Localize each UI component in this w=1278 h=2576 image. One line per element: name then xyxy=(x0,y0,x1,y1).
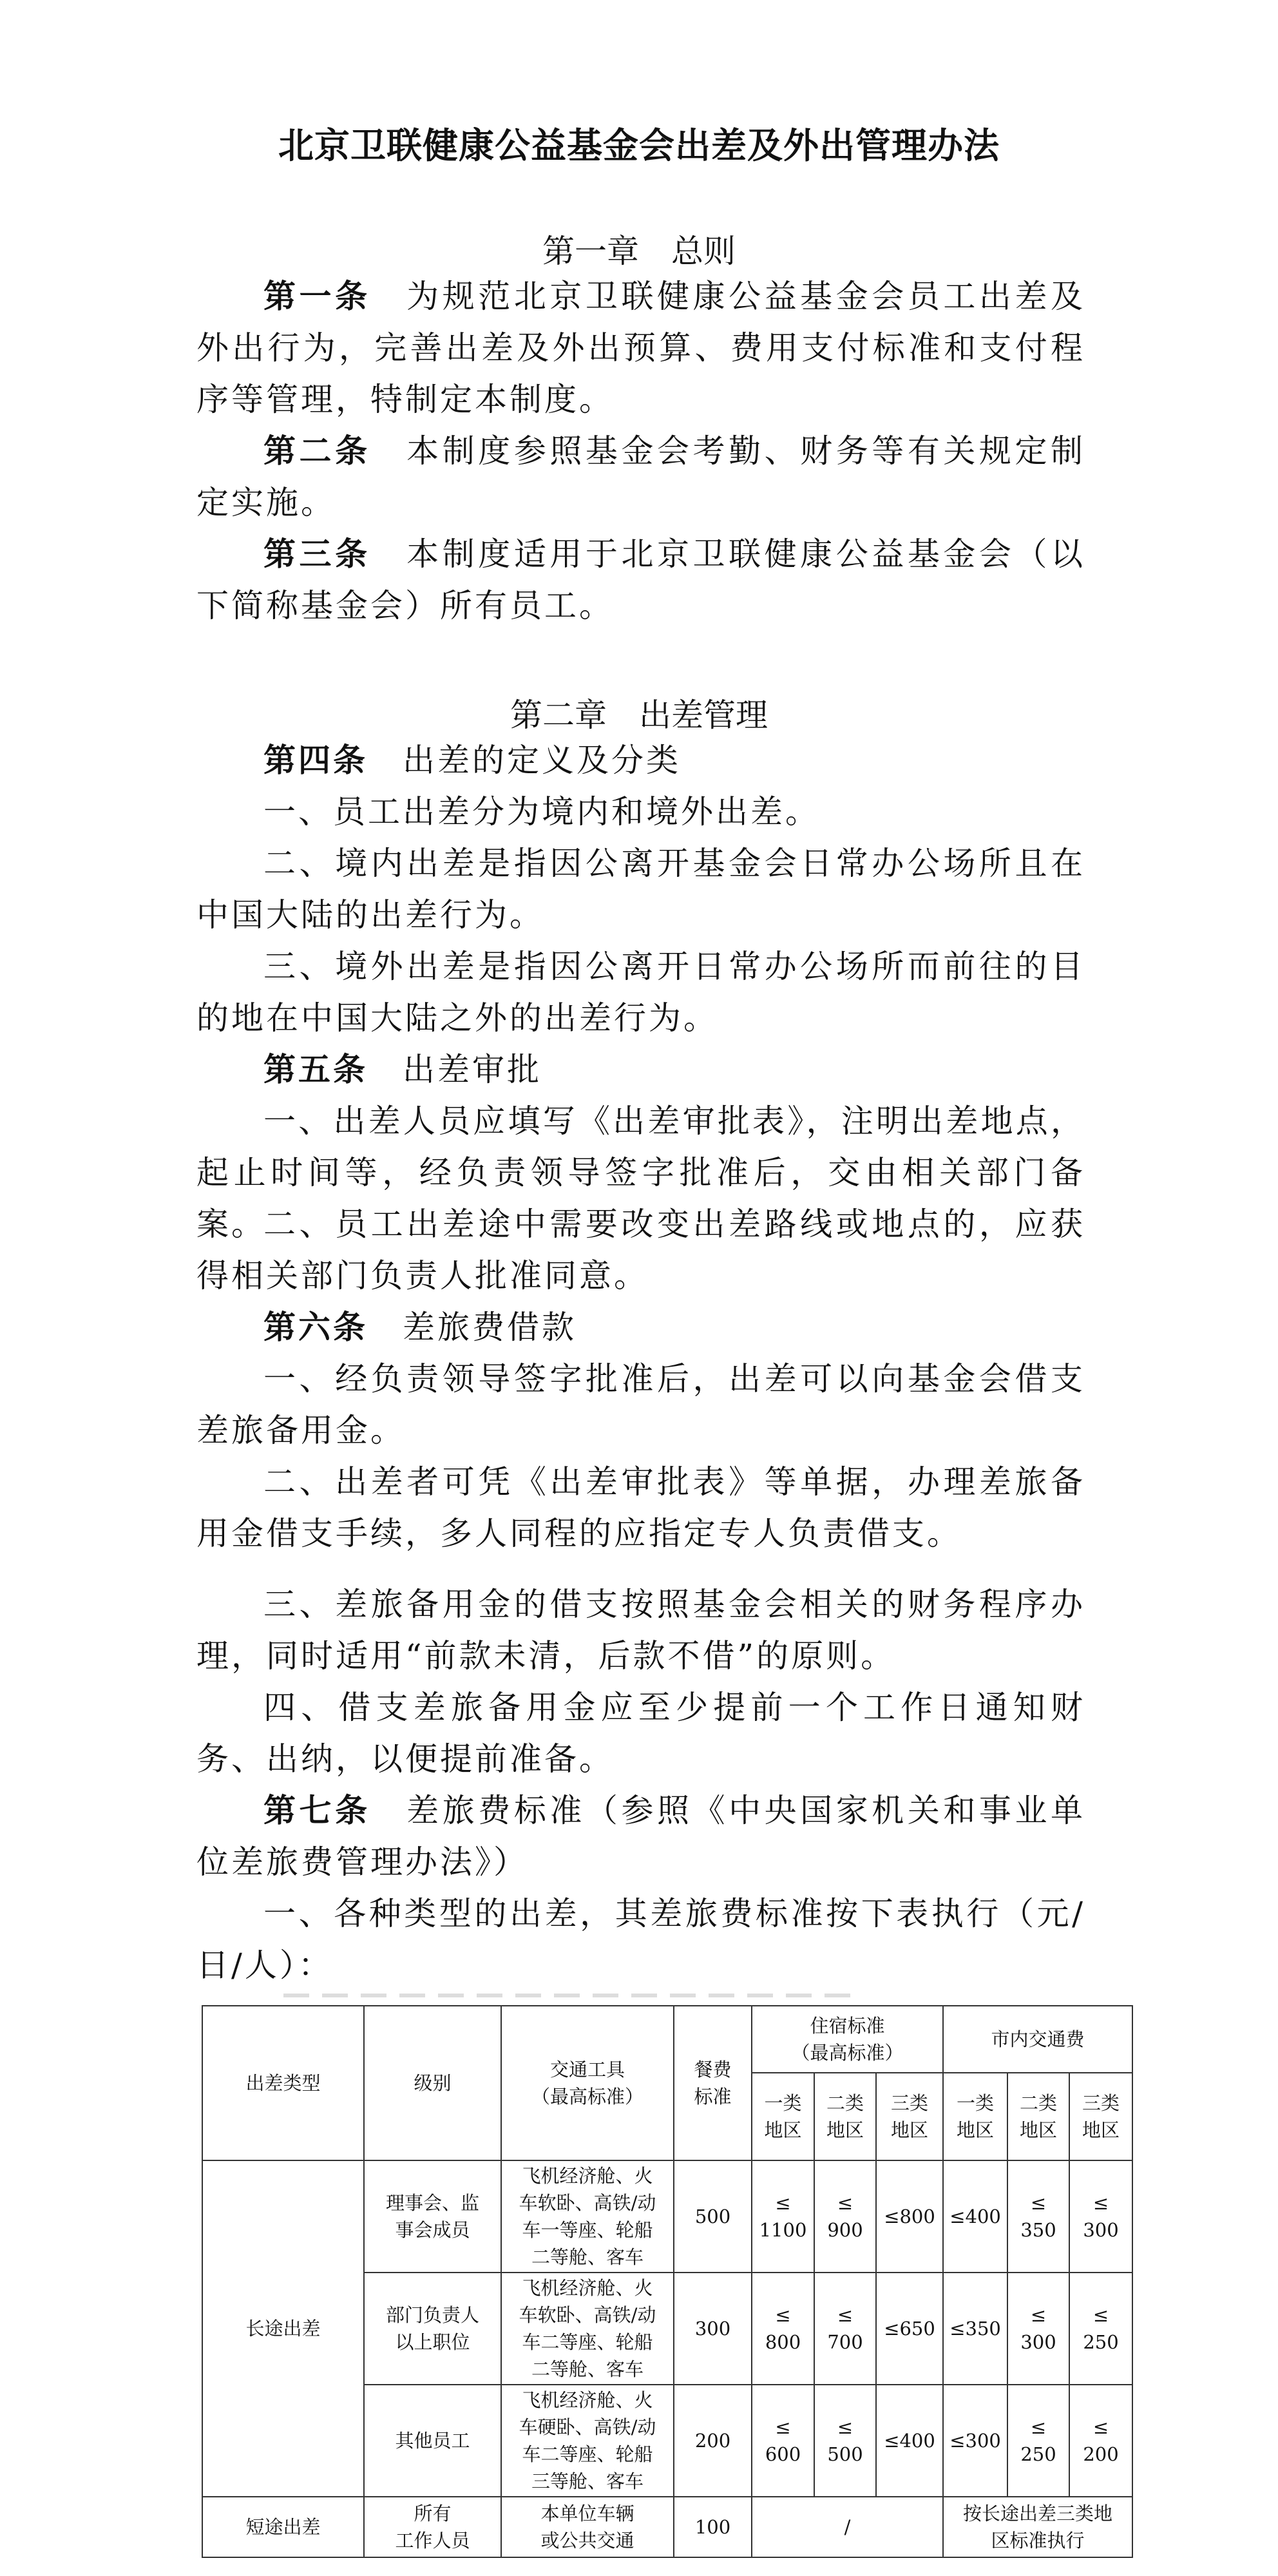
article-7-item-1: 一、各种类型的出差，其差旅费标准按下表执行（元/日/人）： xyxy=(196,1895,1085,1984)
cell-line: 所有 xyxy=(414,2503,452,2524)
cell-line: 地区 xyxy=(957,2119,995,2141)
cell-lodging-area-1 xyxy=(752,2385,814,2497)
header-cell-local-area-1 xyxy=(943,2073,1007,2160)
cell-line: 车软卧、高铁/动 xyxy=(519,2192,656,2214)
header-cell-local-transport: 市内交通费 xyxy=(943,2006,1132,2073)
article-number: 第五条 xyxy=(263,1050,368,1088)
cell-trip-type-long: 长途出差 xyxy=(202,2160,364,2497)
header-cell-lodging-area-2 xyxy=(814,2073,876,2160)
article-text: 出差的定义及分类 xyxy=(368,742,681,779)
cell-transport xyxy=(501,2160,674,2273)
travel-expense-table xyxy=(202,2005,1133,2558)
cell-line: 或公共交通 xyxy=(540,2530,634,2552)
cell-line: 车二等座、轮船 xyxy=(522,2443,653,2465)
article-number: 第三条 xyxy=(263,535,371,573)
cell-line: 二等舱、客车 xyxy=(531,2246,644,2268)
cell-local-transport xyxy=(943,2497,1132,2557)
article-number: 第六条 xyxy=(263,1308,368,1346)
article-7 xyxy=(196,1785,1085,1888)
cell-meal: 200 xyxy=(674,2385,752,2497)
cell-transport xyxy=(501,2497,674,2557)
cell-local-area-1: ≤350 xyxy=(943,2273,1007,2385)
cell-line: 250 xyxy=(1020,2443,1056,2465)
table-header-row xyxy=(202,2006,1132,2073)
cell-line: ≤ xyxy=(775,2192,791,2214)
article-4-item-2: 二、境内出差是指因公离开基金会日常办公场所且在中国大陆的出差行为。 xyxy=(196,845,1085,934)
cell-line: 二类 xyxy=(1020,2092,1058,2114)
article-number: 第一条 xyxy=(263,277,371,315)
cell-line: 600 xyxy=(765,2443,801,2465)
header-cell-local-area-3 xyxy=(1069,2073,1132,2160)
cell-lodging-area-3: ≤400 xyxy=(876,2385,943,2497)
cell-line: ≤ xyxy=(837,2304,854,2326)
article-4-item-3: 三、境外出差是指因公离开日常办公场所而前往的目的地在中国大陆之外的出差行为。 xyxy=(196,948,1085,1037)
article-5 xyxy=(196,1044,1085,1095)
article-1 xyxy=(196,271,1085,425)
cell-line: ≤ xyxy=(1030,2304,1047,2326)
header-cell-meal xyxy=(674,2006,752,2160)
cell-line: 三等舱、客车 xyxy=(531,2470,644,2492)
cell-line: ≤ xyxy=(837,2192,854,2214)
cell-local-area-3 xyxy=(1069,2160,1132,2273)
cell-lodging-area-3: ≤650 xyxy=(876,2273,943,2385)
cell-line: 300 xyxy=(1020,2331,1056,2353)
cell-lodging-area-1 xyxy=(752,2273,814,2385)
cell-line: 住宿标准 xyxy=(810,2015,885,2037)
cell-line: 200 xyxy=(1083,2443,1119,2465)
cell-line: ≤ xyxy=(775,2416,791,2438)
cell-line: 二类 xyxy=(826,2092,864,2114)
cell-line: 部门负责人 xyxy=(385,2304,479,2326)
cell-line: ≤ xyxy=(1030,2192,1047,2214)
cell-meal: 500 xyxy=(674,2160,752,2273)
header-cell-transport xyxy=(501,2006,674,2160)
cell-line: 飞机经济舱、火 xyxy=(522,2165,653,2187)
article-4 xyxy=(196,735,1085,786)
cell-line: ≤ xyxy=(1092,2304,1109,2326)
article-2 xyxy=(196,425,1085,528)
header-cell-local-area-2 xyxy=(1007,2073,1069,2160)
header-cell-level: 级别 xyxy=(364,2006,501,2160)
cell-level xyxy=(364,2497,501,2557)
cell-line: 700 xyxy=(827,2331,863,2353)
cell-line: 1100 xyxy=(759,2219,807,2241)
article-number: 第二条 xyxy=(263,432,371,470)
cell-line: ≤ xyxy=(1092,2416,1109,2438)
cell-line: 区标准执行 xyxy=(991,2530,1085,2552)
cell-line: 标准 xyxy=(694,2086,732,2108)
cell-level: 其他员工 xyxy=(364,2385,501,2497)
cell-line: 事会成员 xyxy=(395,2219,470,2241)
article-text: 差旅费标准（参照《中央国家机关和事业单位差旅费管理办法》） xyxy=(196,1792,1086,1881)
cell-lodging-area-2 xyxy=(814,2160,876,2273)
chapter-1-heading: 第一章 总则 xyxy=(542,233,736,270)
header-cell-lodging-area-1 xyxy=(752,2073,814,2160)
cell-line: 飞机经济舱、火 xyxy=(522,2389,653,2411)
header-cell-lodging-area-3 xyxy=(876,2073,943,2160)
article-5-item-2: 二、员工出差途中需要改变出差路线或地点的，应获得相关部门负责人批准同意。 xyxy=(196,1206,1085,1294)
cell-line: （最高标准） xyxy=(791,2042,904,2064)
cell-lodging-area-2 xyxy=(814,2273,876,2385)
cell-line: 地区 xyxy=(1020,2119,1058,2141)
cell-line: 300 xyxy=(1083,2219,1119,2241)
cell-line: 理事会、监 xyxy=(385,2192,479,2214)
article-5-item-1: 一、出差人员应填写《出差审批表》，注明出差地点，起止时间等，经负责领导签字批准后，交由相关部门备案。 xyxy=(196,1102,1085,1243)
article-number: 第七条 xyxy=(263,1791,371,1829)
cell-line: 地区 xyxy=(891,2119,929,2141)
document-title: 北京卫联健康公益基金会出差及外出管理办法 xyxy=(278,124,1000,166)
cell-line: 三类 xyxy=(1082,2092,1120,2114)
cell-line: ≤ xyxy=(1092,2192,1109,2214)
article-number: 第四条 xyxy=(263,741,368,779)
cell-transport xyxy=(501,2273,674,2385)
cell-line: 车软卧、高铁/动 xyxy=(519,2304,656,2326)
cell-line: 二等舱、客车 xyxy=(531,2358,644,2380)
article-4-item-1: 一、员工出差分为境内和境外出差。 xyxy=(263,793,820,831)
article-text: 出差审批 xyxy=(368,1051,542,1088)
cell-local-area-2 xyxy=(1007,2273,1069,2385)
cell-local-area-3 xyxy=(1069,2385,1132,2497)
table-row-board-members xyxy=(202,2160,1132,2273)
cell-line: ≤ xyxy=(1030,2416,1047,2438)
cell-lodging-area-2 xyxy=(814,2385,876,2497)
cell-line: 350 xyxy=(1020,2219,1056,2241)
article-6-item-2: 二、出差者可凭《出差审批表》等单据，办理差旅备用金借支手续，多人同程的应指定专人负责借支。 xyxy=(196,1463,1085,1552)
article-6 xyxy=(196,1302,1085,1353)
article-6-item-3: 三、差旅备用金的借支按照基金会相关的财务程序办理，同时适用“前款未清，后款不借”的原则。 xyxy=(196,1586,1085,1675)
cell-meal: 300 xyxy=(674,2273,752,2385)
article-text: 本制度适用于北京卫联健康公益基金会（以下简称基金会）所有员工。 xyxy=(196,535,1086,624)
cell-transport xyxy=(501,2385,674,2497)
cell-line: 本单位车辆 xyxy=(540,2503,634,2524)
cell-line: 800 xyxy=(765,2331,801,2353)
header-cell-type: 出差类型 xyxy=(202,2006,364,2160)
faint-scan-line xyxy=(283,1994,863,1997)
cell-line: 以上职位 xyxy=(395,2331,470,2353)
cell-line: 地区 xyxy=(1082,2119,1120,2141)
article-6-item-4: 四、借支差旅备用金应至少提前一个工作日通知财务、出纳，以便提前准备。 xyxy=(196,1689,1085,1778)
cell-line: 地区 xyxy=(764,2119,802,2141)
article-text: 本制度参照基金会考勤、财务等有关规定制定实施。 xyxy=(196,432,1086,521)
cell-line: 一类 xyxy=(764,2092,802,2114)
cell-local-area-1: ≤300 xyxy=(943,2385,1007,2497)
cell-line: 500 xyxy=(827,2443,863,2465)
cell-line: 餐费 xyxy=(694,2059,732,2081)
cell-line: ≤ xyxy=(775,2304,791,2326)
cell-line: 250 xyxy=(1083,2331,1119,2353)
cell-level xyxy=(364,2160,501,2273)
cell-line: 交通工具 xyxy=(549,2059,625,2081)
cell-line: 按长途出差三类地 xyxy=(963,2503,1113,2524)
cell-lodging: / xyxy=(752,2497,943,2557)
cell-local-area-2 xyxy=(1007,2385,1069,2497)
cell-line: 一类 xyxy=(957,2092,995,2114)
table-row-short-trip xyxy=(202,2497,1132,2557)
cell-line: 工作人员 xyxy=(395,2530,470,2552)
chapter-2-heading: 第二章 出差管理 xyxy=(510,697,768,734)
cell-line: （最高标准） xyxy=(531,2086,644,2108)
article-text: 为规范北京卫联健康公益基金会员工出差及外出行为，完善出差及外出预算、费用支付标准和支付程序等管理，特制定本制度。 xyxy=(196,278,1086,418)
header-cell-lodging xyxy=(752,2006,943,2073)
cell-line: 900 xyxy=(827,2219,863,2241)
cell-local-area-2 xyxy=(1007,2160,1069,2273)
cell-line: 地区 xyxy=(826,2119,864,2141)
cell-local-area-3 xyxy=(1069,2273,1132,2385)
cell-meal: 100 xyxy=(674,2497,752,2557)
cell-lodging-area-3: ≤800 xyxy=(876,2160,943,2273)
article-6-item-1: 一、经负责领导签字批准后，出差可以向基金会借支差旅备用金。 xyxy=(196,1360,1085,1449)
cell-line: 车一等座、轮船 xyxy=(522,2219,653,2241)
cell-line: ≤ xyxy=(837,2416,854,2438)
article-text: 差旅费借款 xyxy=(368,1309,577,1346)
cell-line: 车二等座、轮船 xyxy=(522,2331,653,2353)
cell-line: 三类 xyxy=(891,2092,929,2114)
article-3 xyxy=(196,528,1085,631)
cell-line: 飞机经济舱、火 xyxy=(522,2277,653,2299)
cell-local-area-1: ≤400 xyxy=(943,2160,1007,2273)
cell-level xyxy=(364,2273,501,2385)
cell-trip-type-short: 短途出差 xyxy=(202,2497,364,2557)
cell-line: 车硬卧、高铁/动 xyxy=(519,2416,656,2438)
cell-lodging-area-1 xyxy=(752,2160,814,2273)
